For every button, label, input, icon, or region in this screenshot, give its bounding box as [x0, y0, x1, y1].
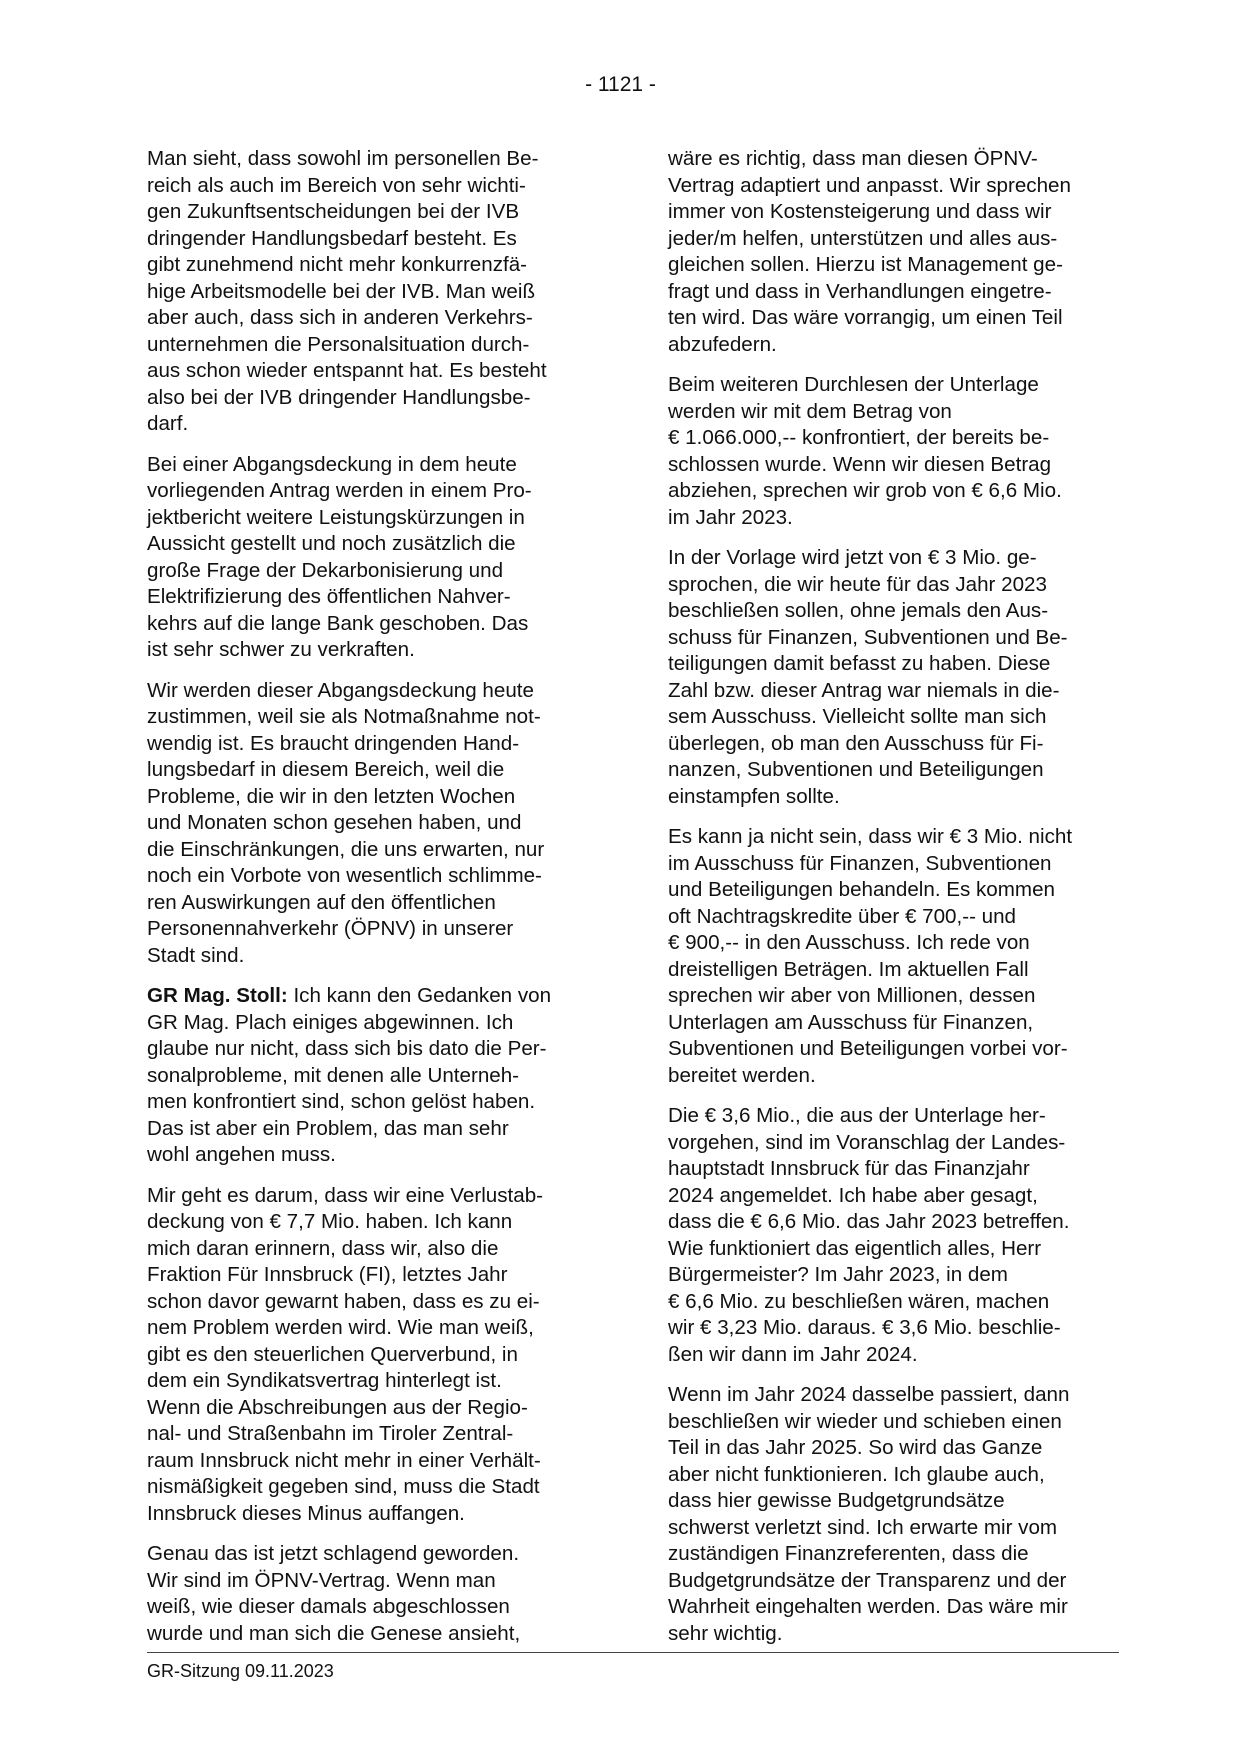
paragraph: Bei einer Abgangsdeckung in dem heute vorliegenden Antrag werden in einem Pro- jektbericht weitere Leistungskürzungen in Aussicht gestellt und noch zusätzlich die große Frage der Dekarbonisierung und Elektrifizierung des öffentlichen Nahver- kehrs auf die lange Bank geschoben. Das ist sehr schwer zu verkraften.: [147, 452, 532, 661]
paragraph: Es kann ja nicht sein, dass wir € 3 Mio. nicht im Ausschuss für Finanzen, Subventionen und Beteiligungen behandeln. Es kommen oft Nachtragskredite über € 700,-- und € 900,-- in den Ausschuss. Ich rede von dreistelligen Beträgen. Im aktuellen Fall sprechen wir aber von Millionen, dessen Unterlagen am Ausschuss für Finanzen, Subventionen und Beteiligungen vorbei vor- bereitet werden.: [668, 825, 1073, 1087]
footer-divider: [147, 1652, 1119, 1653]
speaker-text: Ich kann den Gedanken von GR Mag. Plach einiges abgewinnen. Ich glaube nur nicht, dass sich bis dato die Per- sonalprobleme, mit denen alle Unterneh- men konfrontiert sind, schon gelöst haben. Das ist aber ein Problem, das man sehr wohl angehen muss.: [147, 984, 552, 1166]
paragraph: Beim weiteren Durchlesen der Unterlage werden wir mit dem Betrag von € 1.066.000,-- konfrontiert, der bereits be- schlossen wurde. Wenn wir diesen Betrag abziehen, sprechen wir grob von € 6,6 Mio. im Jahr 2023.: [668, 373, 1062, 529]
paragraph: Wir werden dieser Abgangsdeckung heute zustimmen, weil sie als Notmaßnahme not- wendig ist. Es braucht dringenden Hand- lungsbedarf in diesem Bereich, weil die Probleme, die wir in den letzten Wochen und Monaten schon gesehen haben, und die Einschränkungen, die uns erwarten, nur noch ein Vorbote von wesentlich schlimme- ren Auswirkungen auf den öffentlichen Personennahverkehr (ÖPNV) in unserer Stadt sind.: [147, 678, 545, 967]
paragraph: wäre es richtig, dass man diesen ÖPNV- Vertrag adaptiert und anpasst. Wir sprechen immer von Kostensteigerung und dass wir jeder/m helfen, unterstützen und alles aus- gleichen sollen. Hierzu ist Management ge- fragt und dass in Verhandlungen eingetre- ten wird. Das wäre vorrangig, um einen Teil abzufedern.: [668, 147, 1071, 356]
speaker-paragraph: [147, 983, 599, 1169]
paragraph: Wenn im Jahr 2024 dasselbe passiert, dann beschließen wir wieder und schieben einen Teil in das Jahr 2025. So wird das Ganze aber nicht funktionieren. Ich glaube auch, dass hier gewisse Budgetgrundsätze schwerst verletzt sind. Ich erwarte mir vom zuständigen Finanzreferenten, dass die Budgetgrundsätze der Transparenz und der Wahrheit eingehalten werden. Das wäre mir sehr wichtig.: [668, 1383, 1070, 1645]
left-column: [147, 146, 599, 1661]
speaker-name: GR Mag. Stoll:: [147, 984, 288, 1007]
paragraph: Die € 3,6 Mio., die aus der Unterlage her- vorgehen, sind im Voranschlag der Landes- hauptstadt Innsbruck für das Finanzjahr 2024 angemeldet. Ich habe aber gesagt, dass die € 6,6 Mio. das Jahr 2023 betreffen. Wie funktioniert das eigentlich alles, Herr Bürgermeister? Im Jahr 2023, in dem € 6,6 Mio. zu beschließen wären, machen wir € 3,23 Mio. daraus. € 3,6 Mio. beschlie- ßen wir dann im Jahr 2024.: [668, 1104, 1070, 1366]
right-column: [668, 146, 1120, 1661]
page-number: - 1121 -: [585, 73, 656, 96]
paragraph: Mir geht es darum, dass wir eine Verlustab- deckung von € 7,7 Mio. haben. Ich kann mich daran erinnern, dass wir, also die Fraktion Für Innsbruck (FI), letztes Jahr schon davor gewarnt haben, dass es zu ei- nem Problem werden wird. Wie man weiß, gibt es den steuerlichen Querverbund, in dem ein Syndikatsvertrag hinterlegt ist. Wenn die Abschreibungen aus der Regio- nal- und Straßenbahn im Tiroler Zentral- raum Innsbruck nicht mehr in einer Verhält- nismäßigkeit gegeben sind, muss die Stadt Innsbruck dieses Minus auffangen.: [147, 1183, 544, 1525]
paragraph: In der Vorlage wird jetzt von € 3 Mio. ge- sprochen, die wir heute für das Jahr 2023 beschließen sollen, ohne jemals den Aus- schuss für Finanzen, Subventionen und Be- teiligungen damit befasst zu haben. Diese Zahl bzw. dieser Antrag war niemals in die- sem Ausschuss. Vielleicht sollte man sich überlegen, ob man den Ausschuss für Fi- nanzen, Subventionen und Beteiligungen einstampfen sollte.: [668, 546, 1068, 808]
paragraph: Man sieht, dass sowohl im personellen Be- reich als auch im Bereich von sehr wichti- gen Zukunftsentscheidungen bei der IVB dringender Handlungsbedarf besteht. Es gibt zunehmend nicht mehr konkurrenzfä- hige Arbeitsmodelle bei der IVB. Man weiß aber auch, dass sich in anderen Verkehrs- unternehmen die Personalsituation durch- aus schon wieder entspannt hat. Es besteht also bei der IVB dringender Handlungsbe- darf.: [147, 147, 547, 435]
paragraph: Genau das ist jetzt schlagend geworden. Wir sind im ÖPNV-Vertrag. Wenn man weiß, wie dieser damals abgeschlossen wurde und man sich die Genese ansieht,: [147, 1542, 521, 1645]
footer-session-label: GR-Sitzung 09.11.2023: [147, 1661, 334, 1681]
